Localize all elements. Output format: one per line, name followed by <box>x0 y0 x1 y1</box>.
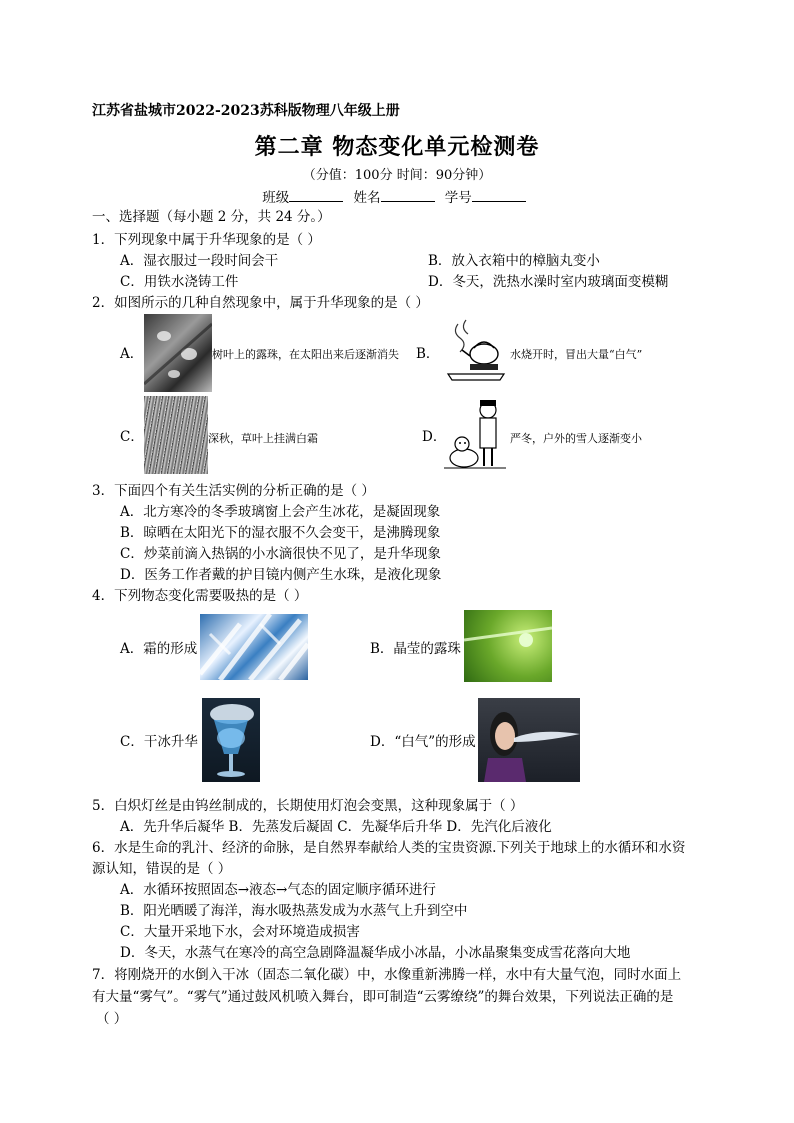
page-title: 第二章 物态变化单元检测卷 <box>254 134 540 160</box>
q2-caption-b: 水烧开时，冒出大量“白气” <box>510 348 643 361</box>
q6-stem-line1: 6．水是生命的乳汁、经济的命脉，是自然界奉献给人类的宝贵资源.下列关于地球上的水循环和水资 <box>92 840 686 856</box>
number-blank[interactable] <box>472 189 526 202</box>
q3-option-a: A．北方寒冷的冬季玻璃窗上会产生冰花，是凝固现象 <box>120 504 441 520</box>
q6-option-a: A．水循环按照固态→液态→气态的固定顺序循环进行 <box>120 882 436 898</box>
q2-label-b: B． <box>416 346 440 362</box>
q4-option-c: C．干冰升华 <box>120 734 198 750</box>
dry-ice-image <box>202 698 260 782</box>
dewdrop-image <box>464 610 552 682</box>
q2-label-c: C． <box>120 429 144 445</box>
class-blank[interactable] <box>289 189 343 202</box>
q4-option-a: A．霜的形成 <box>120 641 198 657</box>
q4-option-b: B．晶莹的露珠 <box>370 641 461 657</box>
breath-mist-image <box>478 698 580 782</box>
q3-stem: 3．下面四个有关生活实例的分析正确的是（ ） <box>92 483 375 499</box>
name-blank[interactable] <box>381 189 435 202</box>
q2-stem: 2．如图所示的几种自然现象中，属于升华现象的是（ ） <box>92 295 429 311</box>
student-info-fields <box>0 186 794 206</box>
q6-stem-line2: 源认知，错误的是（ ） <box>92 861 232 877</box>
q1-option-d: D．冬天，洗热水澡时室内玻璃面变模糊 <box>428 274 669 290</box>
q2-caption-c: 深秋，草叶上挂满白霜 <box>208 432 318 445</box>
class-label: 班级 <box>262 190 290 206</box>
q6-option-d: D．冬天，水蒸气在寒冷的高空急剧降温凝华成小冰晶，小冰晶聚集变成雪花落向大地 <box>120 945 631 961</box>
name-label: 姓名 <box>353 190 381 206</box>
q4-option-d: D．“白气”的形成 <box>370 734 476 750</box>
q7-stem-line1: 7．将刚烧开的水倒入干冰（固态二氧化碳）中，水像重新沸腾一样，水中有大量气泡，同时水面上 <box>92 967 682 983</box>
boiling-kettle-image <box>444 318 506 382</box>
score-time-info: （分值：100分 时间：90分钟） <box>302 168 492 183</box>
q1-option-a: A．湿衣服过一段时间会干 <box>120 253 279 269</box>
frost-on-grass-image <box>144 396 208 474</box>
q4-stem: 4．下列物态变化需要吸热的是（ ） <box>92 588 308 604</box>
q6-option-c: C．大量开采地下水，会对环境造成损害 <box>120 924 360 940</box>
q2-label-a: A． <box>120 346 144 362</box>
q6-option-b: B．阳光晒暖了海洋，海水吸热蒸发成为水蒸气上升到空中 <box>120 903 468 919</box>
number-label: 学号 <box>444 190 472 206</box>
q3-option-c: C．炒菜前滴入热锅的小水滴很快不见了，是升华现象 <box>120 546 441 562</box>
q2-caption-a: 树叶上的露珠，在太阳出来后逐渐消失 <box>212 348 399 361</box>
q2-label-d: D． <box>422 429 447 445</box>
frost-image <box>200 614 308 680</box>
q1-option-c: C．用铁水浇铸工件 <box>120 274 239 290</box>
dew-on-leaf-image <box>144 314 212 392</box>
q3-option-b: B．晾晒在太阳光下的湿衣服不久会变干，是沸腾现象 <box>120 525 441 541</box>
melting-snowman-image <box>444 396 506 472</box>
source-line: 江苏省盐城市2022-2023苏科版物理八年级上册 <box>92 103 400 119</box>
q7-stem-line3: （ ） <box>96 1011 128 1027</box>
q1-stem: 1．下列现象中属于升华现象的是（ ） <box>92 232 321 248</box>
q5-stem: 5．白炽灯丝是由钨丝制成的，长期使用灯泡会变黑，这种现象属于（ ） <box>92 798 524 814</box>
q7-stem-line2: 有大量“雾气”。“雾气”通过鼓风机喷入舞台，即可制造“云雾缭绕”的舞台效果，下列说法正确的是 <box>92 989 674 1005</box>
q2-caption-d: 严冬，户外的雪人逐渐变小 <box>510 432 642 445</box>
q5-options: A．先升华后凝华 B．先蒸发后凝固 C．先凝华后升华 D．先汽化后液化 <box>120 819 552 835</box>
section-heading: 一、选择题（每小题 2 分，共 24 分。） <box>92 209 331 225</box>
q1-option-b: B．放入衣箱中的樟脑丸变小 <box>428 253 600 269</box>
q3-option-d: D．医务工作者戴的护目镜内侧产生水珠，是液化现象 <box>120 567 442 583</box>
